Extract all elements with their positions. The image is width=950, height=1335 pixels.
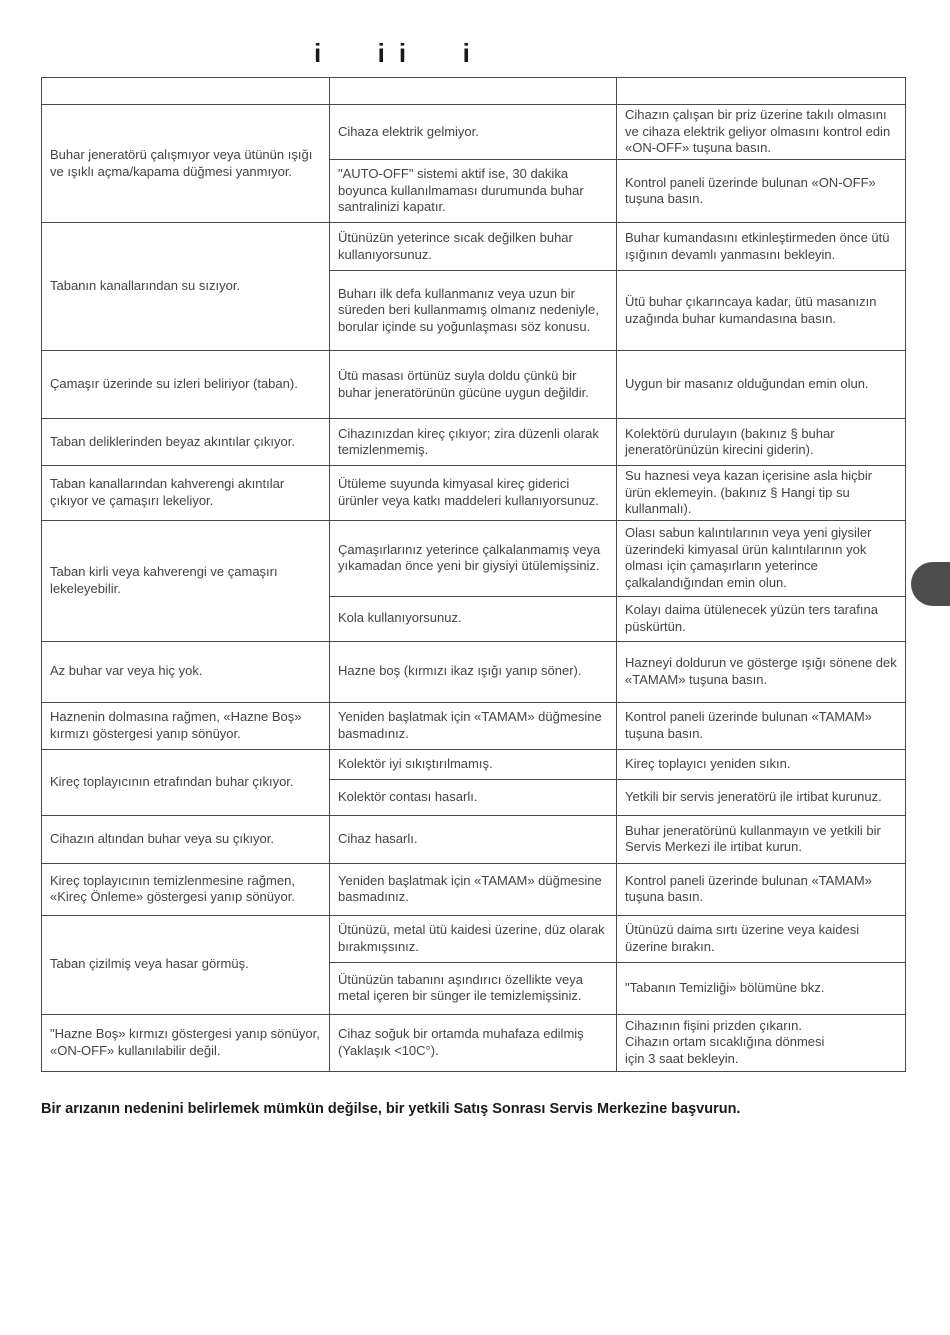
table-row [42,419,906,466]
table-row [42,466,906,521]
table-row [42,702,906,749]
cause-cell: Ütünüzü, metal ütü kaidesi üzerine, düz olarak bırakmışsınız. [330,915,617,962]
problem-cell: Kireç toplayıcının temizlenmesine rağmen, «Kireç Önleme» göstergesi yanıp sönüyor. [42,863,330,915]
cause-cell: Kola kullanıyorsunuz. [330,596,617,641]
page-heading: i ii i [314,38,484,68]
solution-cell: Uygun bir masanız olduğundan emin olun. [617,351,906,419]
problem-cell: Az buhar var veya hiç yok. [42,641,330,702]
problem-cell: Taban deliklerinden beyaz akıntılar çıkıyor. [42,419,330,466]
solution-cell: Kontrol paneli üzerinde bulunan «ON-OFF» tuşuna basın. [617,160,906,223]
table-header-row [42,78,906,105]
header-solution [617,78,906,105]
solution-cell: Cihazının fişini prizden çıkarın. Cihazın ortam sıcaklığına dönmesi için 3 saat bekleyin. [617,1014,906,1071]
table-row [42,749,906,779]
table-row [42,105,906,160]
solution-cell: Kolayı daima ütülenecek yüzün ters tarafına püskürtün. [617,596,906,641]
problem-cell: Cihazın altından buhar veya su çıkıyor. [42,815,330,863]
problem-cell: Taban çizilmiş veya hasar görmüş. [42,915,330,1014]
footer-note: Bir arızanın nedenini belirlemek mümkün değilse, bir yetkili Satış Sonrası Servis Merkezine başvurun. [41,1101,741,1117]
cause-cell: Yeniden başlatmak için «TAMAM» düğmesine basmadınız. [330,702,617,749]
solution-cell: Buhar kumandasını etkinleştirmeden önce ütü ışığının devamlı yanmasını bekleyin. [617,223,906,271]
table-row [42,863,906,915]
table-body [42,105,906,1072]
table-row [42,520,906,596]
header-cause [330,78,617,105]
solution-cell: "Tabanın Temizliği» bölümüne bkz. [617,962,906,1014]
solution-cell: Kontrol paneli üzerinde bulunan «TAMAM» tuşuna basın. [617,702,906,749]
cause-cell: Kolektör iyi sıkıştırılmamış. [330,749,617,779]
solution-cell: Ütünüzü daima sırtı üzerine veya kaidesi üzerine bırakın. [617,915,906,962]
solution-cell: Kolektörü durulayın (bakınız § buhar jeneratörünüzün kirecini giderin). [617,419,906,466]
problem-cell: Taban kanallarından kahverengi akıntılar çıkıyor ve çamaşırı lekeliyor. [42,466,330,521]
table-row [42,351,906,419]
table-row [42,815,906,863]
cause-cell: "AUTO-OFF" sistemi aktif ise, 30 dakika boyunca kullanılmaması durumunda buhar santralinizi kapatır. [330,160,617,223]
solution-cell: Yetkili bir servis jeneratörü ile irtibat kurunuz. [617,779,906,815]
solution-cell: Cihazın çalışan bir priz üzerine takılı olmasını ve cihaza elektrik geliyor olmasını kontrol edin «ON-OFF» tuşuna basın. [617,105,906,160]
problem-cell: Tabanın kanallarından su sızıyor. [42,223,330,351]
problem-cell: Çamaşır üzerinde su izleri beliriyor (taban). [42,351,330,419]
cause-cell: Cihaza elektrik gelmiyor. [330,105,617,160]
solution-cell: Kireç toplayıcı yeniden sıkın. [617,749,906,779]
problem-cell: Buhar jeneratörü çalışmıyor veya ütünün ışığı ve ışıklı açma/kapama düğmesi yanmıyor. [42,105,330,223]
table-row [42,1014,906,1071]
cause-cell: Cihazınızdan kireç çıkıyor; zira düzenli olarak temizlenmemiş. [330,419,617,466]
solution-cell: Olası sabun kalıntılarının veya yeni giysiler üzerindeki kimyasal ürün kalıntılarının yok olması için çamaşırların yeterince çalkalandığından emin olun. [617,520,906,596]
cause-cell: Cihaz hasarlı. [330,815,617,863]
solution-cell: Hazneyi doldurun ve gösterge ışığı sönene dek «TAMAM» tuşuna basın. [617,641,906,702]
cause-cell: Çamaşırlarınız yeterince çalkalanmamış veya yıkamadan önce yeni bir giysiyi ütülemişsiniz. [330,520,617,596]
troubleshooting-table [41,77,906,1072]
cause-cell: Ütünüzün tabanını aşındırıcı özellikte veya metal içeren bir sünger ile temizlemişsiniz. [330,962,617,1014]
cause-cell: Yeniden başlatmak için «TAMAM» düğmesine basmadınız. [330,863,617,915]
problem-cell: Kireç toplayıcının etrafından buhar çıkıyor. [42,749,330,815]
cause-cell: Ütüleme suyunda kimyasal kireç giderici ürünler veya katkı maddeleri kullanıyorsunuz. [330,466,617,521]
chapter-side-tab [911,562,950,606]
table-row [42,641,906,702]
cause-cell: Cihaz soğuk bir ortamda muhafaza edilmiş (Yaklaşık <10C°). [330,1014,617,1071]
cause-cell: Hazne boş (kırmızı ikaz ışığı yanıp söner). [330,641,617,702]
cause-cell: Ütü masası örtünüz suyla doldu çünkü bir buhar jeneratörünün gücüne uygun değildir. [330,351,617,419]
solution-cell: Buhar jeneratörünü kullanmayın ve yetkili bir Servis Merkezi ile irtibat kurun. [617,815,906,863]
problem-cell: "Hazne Boş» kırmızı göstergesi yanıp sönüyor, «ON-OFF» kullanılabilir değil. [42,1014,330,1071]
header-problem [42,78,330,105]
solution-cell: Ütü buhar çıkarıncaya kadar, ütü masanızın uzağında buhar kumandasına basın. [617,271,906,351]
problem-cell: Taban kirli veya kahverengi ve çamaşırı lekeleyebilir. [42,520,330,641]
table-row [42,915,906,962]
cause-cell: Ütünüzün yeterince sıcak değilken buhar kullanıyorsunuz. [330,223,617,271]
solution-cell: Su haznesi veya kazan içerisine asla hiçbir ürün eklemeyin. (bakınız § Hangi tip su kullanmalı). [617,466,906,521]
table-row [42,223,906,271]
cause-cell: Kolektör contası hasarlı. [330,779,617,815]
solution-cell: Kontrol paneli üzerinde bulunan «TAMAM» tuşuna basın. [617,863,906,915]
problem-cell: Haznenin dolmasına rağmen, «Hazne Boş» kırmızı göstergesi yanıp sönüyor. [42,702,330,749]
cause-cell: Buharı ilk defa kullanmanız veya uzun bir süreden beri kullanmamış olmanız nedeniyle, borular içinde su yoğunlaşması söz konusu. [330,271,617,351]
